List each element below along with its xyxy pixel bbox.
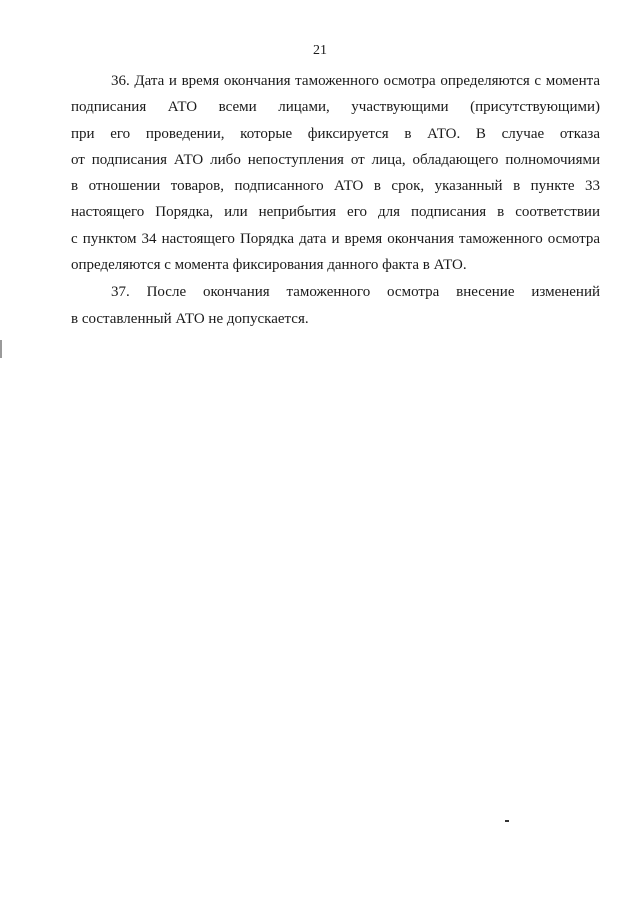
scan-edge-mark — [0, 340, 2, 358]
paragraph-line: подписания АТО всеми лицами, участвующими (присутствующими) — [71, 99, 600, 116]
paragraph-36 — [71, 68, 600, 278]
paragraph-37 — [71, 279, 600, 332]
scan-speck — [505, 820, 509, 822]
paragraph-line: 37. После окончания таможенного осмотра внесение изменений — [111, 284, 600, 301]
paragraph-line: с пунктом 34 настоящего Порядка дата и время окончания таможенного осмотра — [71, 230, 600, 247]
paragraph-line: определяются с момента фиксирования данного факта в АТО. — [71, 257, 467, 274]
paragraph-line: 36. Дата и время окончания таможенного осмотра определяются с момента — [111, 73, 600, 89]
paragraph-line: при его проведении, которые фиксируется в АТО. В случае отказа — [71, 125, 600, 142]
paragraph-line: в отношении товаров, подписанного АТО в срок, указанный в пункте 33 — [71, 178, 600, 195]
paragraph-line: настоящего Порядка, или неприбытия его для подписания в соответствии — [71, 204, 600, 221]
document-body — [71, 68, 600, 332]
paragraph-line: в составленный АТО не допускается. — [71, 310, 309, 327]
paragraph-line: от подписания АТО либо непоступления от лица, обладающего полномочиями — [71, 151, 600, 168]
page-number: 21 — [313, 43, 327, 58]
